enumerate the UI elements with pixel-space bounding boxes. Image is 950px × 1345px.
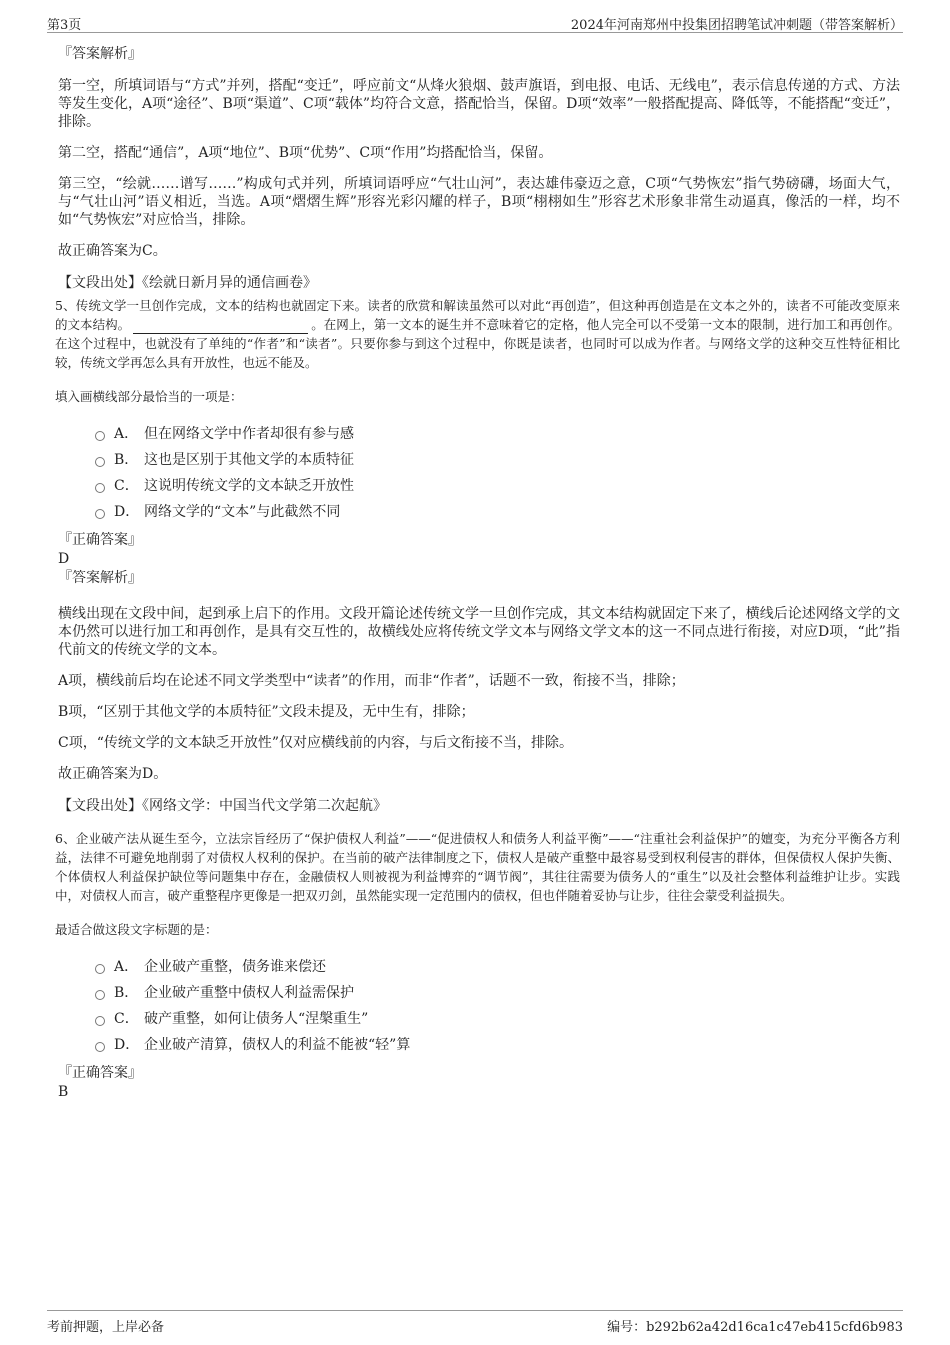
page-footer <box>47 1310 903 1333</box>
passage-source: 【文段出处】《网络文学：中国当代文学第二次起航》 <box>58 798 387 814</box>
analysis-label: 『答案解析』 <box>58 46 142 62</box>
footer-slogan: 考前押题，上岸必备 <box>47 1320 165 1335</box>
option-b[interactable] <box>95 980 900 1006</box>
option-letter: A． <box>114 959 139 975</box>
correct-answer: D <box>58 551 70 567</box>
fill-blank <box>133 319 308 334</box>
page-number: 第3页 <box>47 18 82 33</box>
radio-icon[interactable] <box>95 1016 105 1026</box>
option-text: 企业破产重整，债务谁来偿还 <box>144 959 326 975</box>
option-letter: D． <box>114 504 140 520</box>
option-d[interactable] <box>95 1032 900 1058</box>
option-text: 这说明传统文学的文本缺乏开放性 <box>144 478 354 494</box>
radio-icon[interactable] <box>95 509 105 519</box>
radio-icon[interactable] <box>95 431 105 441</box>
radio-icon[interactable] <box>95 1042 105 1052</box>
option-b[interactable] <box>95 447 900 473</box>
correct-answer-label: 『正确答案』 <box>58 1065 142 1081</box>
analysis-paragraph: A项，横线前后均在论述不同文学类型中“读者”的作用，而非“作者”，话题不一致，衔接不当，排除； <box>58 673 685 689</box>
option-text: 网络文学的“文本”与此截然不同 <box>144 504 341 520</box>
page-content <box>55 45 900 1102</box>
option-d[interactable] <box>95 499 900 525</box>
question-5-options <box>95 421 900 525</box>
option-a[interactable] <box>95 421 900 447</box>
option-letter: C． <box>114 1011 139 1027</box>
analysis-conclusion: 故正确答案为C。 <box>58 243 167 259</box>
analysis-conclusion: 故正确答案为D。 <box>58 766 168 782</box>
correct-answer-label: 『正确答案』 <box>58 532 142 548</box>
question-text: 。在网上，第一文本的诞生并不意味着它的定格，他人完全可以不受第一文本的限制，进行加工和再创作。在这个过程中，也就没有了单纯的“作者”和“读者”。只要你参与到这个过程中，你既是读者，也同时可以成为作者。与网络文学的这种交互性特征相比较，传统文学再怎么具有开放性，也远不能及。 <box>55 317 900 370</box>
question-6-options <box>95 954 900 1058</box>
analysis-paragraph: C项，“传统文学的文本缺乏开放性”仅对应横线前的内容，与后文衔接不当，排除。 <box>58 735 574 751</box>
document-id: 编号：b292b62a42d16ca1c47eb415cfd6b983 <box>607 1320 903 1335</box>
question-prompt: 填入画横线部分最恰当的一项是： <box>55 389 243 404</box>
analysis-paragraph: 第二空，搭配“通信”，A项“地位”、B项“优势”、C项“作用”均搭配恰当，保留。 <box>58 145 553 161</box>
option-c[interactable] <box>95 1006 900 1032</box>
option-a[interactable] <box>95 954 900 980</box>
option-letter: C． <box>114 478 139 494</box>
option-text: 企业破产重整中债权人利益需保护 <box>144 985 354 1001</box>
option-text: 这也是区别于其他文学的本质特征 <box>144 452 354 468</box>
radio-icon[interactable] <box>95 457 105 467</box>
passage-source: 【文段出处】《绘就日新月异的通信画卷》 <box>58 275 317 291</box>
analysis-paragraph: 第三空，“绘就……谱写……”构成句式并列，所填词语呼应“气壮山河”，表达雄伟豪迈之意，C项“气势恢宏”指气势磅礴，场面大气，与“气壮山河”语义相近，当选。A项“熠熠生辉”形容光彩闪耀的样子，B项“栩栩如生”形容艺术形象非常生动逼真，像活的一样，均不如“气势恢宏”对应恰当，排除。 <box>58 176 900 228</box>
radio-icon[interactable] <box>95 483 105 493</box>
option-text: 破产重整，如何让债务人“涅槃重生” <box>144 1011 369 1027</box>
question-5-stem <box>55 296 900 372</box>
option-c[interactable] <box>95 473 900 499</box>
analysis-paragraph: 第一空，所填词语与“方式”并列，搭配“变迁”，呼应前文“从烽火狼烟、鼓声旗语，到电报、电话、无线电”，表示信息传递的方式、方法等发生变化，A项“途径”、B项“渠道”、C项“载体”均符合文意，搭配恰当，保留。D项“效率”一般搭配提高、降低等，不能搭配“变迁”，排除。 <box>58 78 900 130</box>
question-prompt: 最适合做这段文字标题的是： <box>55 922 218 937</box>
option-letter: B． <box>114 452 139 468</box>
option-text: 但在网络文学中作者却很有参与感 <box>144 426 354 442</box>
radio-icon[interactable] <box>95 990 105 1000</box>
analysis-paragraph: 横线出现在文段中间，起到承上启下的作用。文段开篇论述传统文学一旦创作完成，其文本结构就固定下来了，横线后论述网络文学的文本仍然可以进行加工和再创作，是具有交互性的，故横线处应将传统文学文本与网络文学文本的这一不同点进行衔接，对应D项，“此”指代前文的传统文学的文本。 <box>58 606 900 658</box>
radio-icon[interactable] <box>95 964 105 974</box>
option-letter: B． <box>114 985 139 1001</box>
option-letter: A． <box>114 426 139 442</box>
analysis-label: 『答案解析』 <box>58 570 142 586</box>
page-header <box>47 12 903 33</box>
correct-answer: B <box>58 1084 69 1100</box>
question-6-stem: 6、企业破产法从诞生至今，立法宗旨经历了“保护债权人利益”——“促进债权人和债务人利益平衡”——“注重社会利益保护”的嬗变，为充分平衡各方利益，法律不可避免地削弱了对债权人权利的保护。在当前的破产法律制度之下，债权人是破产重整中最容易受到权利侵害的群体，但保债权人保护失衡、个体债权人利益保护缺位等问题集中存在，金融债权人则被视为利益博弈的“调节阀”，其往往需要为债务人的“重生”以及社会整体利益维护让步。实践中，对债权人而言，破产重整程序更像是一把双刃剑，虽然能实现一定范围内的债权，但也伴随着妥协与让步，往往会蒙受利益损失。 <box>55 831 900 903</box>
document-title: 2024年河南郑州中投集团招聘笔试冲刺题（带答案解析） <box>570 18 903 33</box>
analysis-paragraph: B项，“区别于其他文学的本质特征”文段未提及，无中生有，排除； <box>58 704 475 720</box>
question-text: 5、传统文学一旦创作完成，文本的结构也就固定下来。读者的欣赏和解读虽然可以对此“再创造”，但这种再创造是在文本之外的，读者不可能改变原来的文本结构。 <box>55 298 900 332</box>
option-text: 企业破产清算，债权人的利益不能被“轻”算 <box>144 1037 411 1053</box>
option-letter: D． <box>114 1037 140 1053</box>
